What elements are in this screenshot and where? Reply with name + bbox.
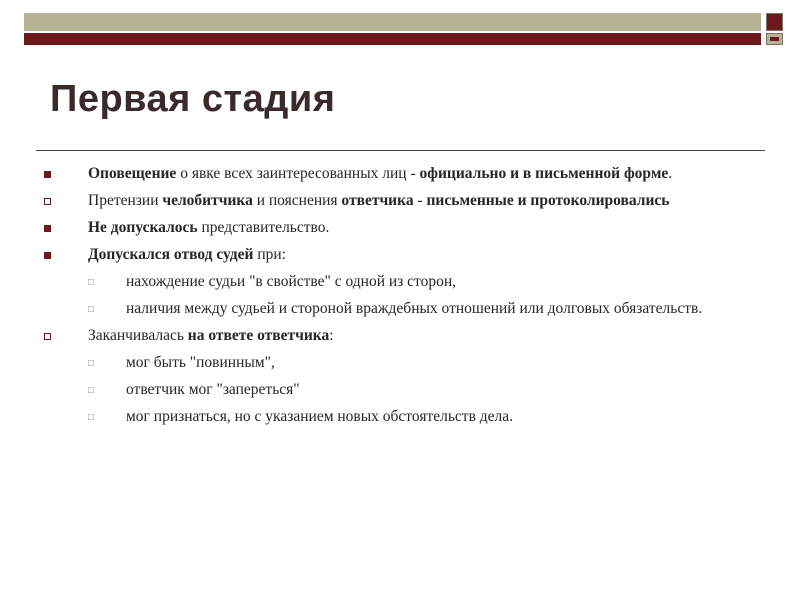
list-item: [44, 190, 764, 212]
sub-bullet-icon: □: [88, 277, 95, 288]
hollow-square-bullet-icon: [44, 198, 51, 205]
item-text: челобитчика: [162, 192, 253, 209]
item-text: при:: [253, 246, 286, 263]
sub-list-item: [44, 298, 764, 320]
item-text: письменные и протоколировались: [426, 192, 670, 209]
item-text: на ответе ответчика: [187, 327, 330, 344]
item-text: Не допускалось: [88, 219, 198, 236]
sub-bullet-icon: □: [88, 358, 95, 369]
sub-bullet-icon: □: [88, 304, 95, 315]
sub-list-item: [44, 271, 764, 293]
item-text: ответчика: [341, 192, 414, 209]
square-bullet-icon: [44, 225, 51, 232]
sub-bullet-icon: □: [88, 412, 95, 423]
item-text: Заканчивалась: [88, 327, 188, 344]
header-bar-top: [24, 13, 761, 31]
list-item: [44, 163, 764, 185]
item-text: .: [668, 165, 673, 182]
title-divider: [36, 150, 765, 151]
item-text: -: [413, 192, 427, 209]
square-bullet-icon: [44, 171, 51, 178]
item-text: ответчик мог "запереться": [126, 381, 300, 398]
item-text: Оповещение: [88, 165, 177, 182]
header-square-bottom: [766, 33, 783, 45]
square-bullet-icon: [44, 252, 51, 259]
slide-title: Первая стадия: [50, 78, 336, 120]
list-item: [44, 217, 764, 239]
item-text: мог признаться, но с указанием новых обстоятельств дела.: [126, 408, 514, 425]
item-text: и пояснения: [252, 192, 342, 209]
item-text: Допускался отвод судей: [88, 246, 254, 263]
sub-bullet-icon: □: [88, 385, 95, 396]
item-text: наличия между судьей и стороной враждебных отношений или долговых обязательств.: [126, 300, 703, 317]
item-text: :: [329, 327, 334, 344]
header-square-top: [766, 13, 783, 31]
sub-list-item: [44, 379, 764, 401]
sub-list-item: [44, 406, 764, 428]
header-bar-bottom: [24, 33, 761, 45]
list-item: [44, 244, 764, 266]
item-text: нахождение судьи "в свойстве" с одной из сторон,: [126, 273, 457, 290]
sub-list-item: [44, 352, 764, 374]
hollow-square-bullet-icon: [44, 333, 51, 340]
item-text: Претензии: [88, 192, 163, 209]
item-text: о явке всех заинтересованных лиц -: [176, 165, 420, 182]
item-text: представительство.: [197, 219, 330, 236]
item-text: мог быть "повинным",: [126, 354, 275, 371]
bullet-list: [44, 163, 764, 433]
list-item: [44, 325, 764, 347]
item-text: официально и в письменной форме: [419, 165, 669, 182]
